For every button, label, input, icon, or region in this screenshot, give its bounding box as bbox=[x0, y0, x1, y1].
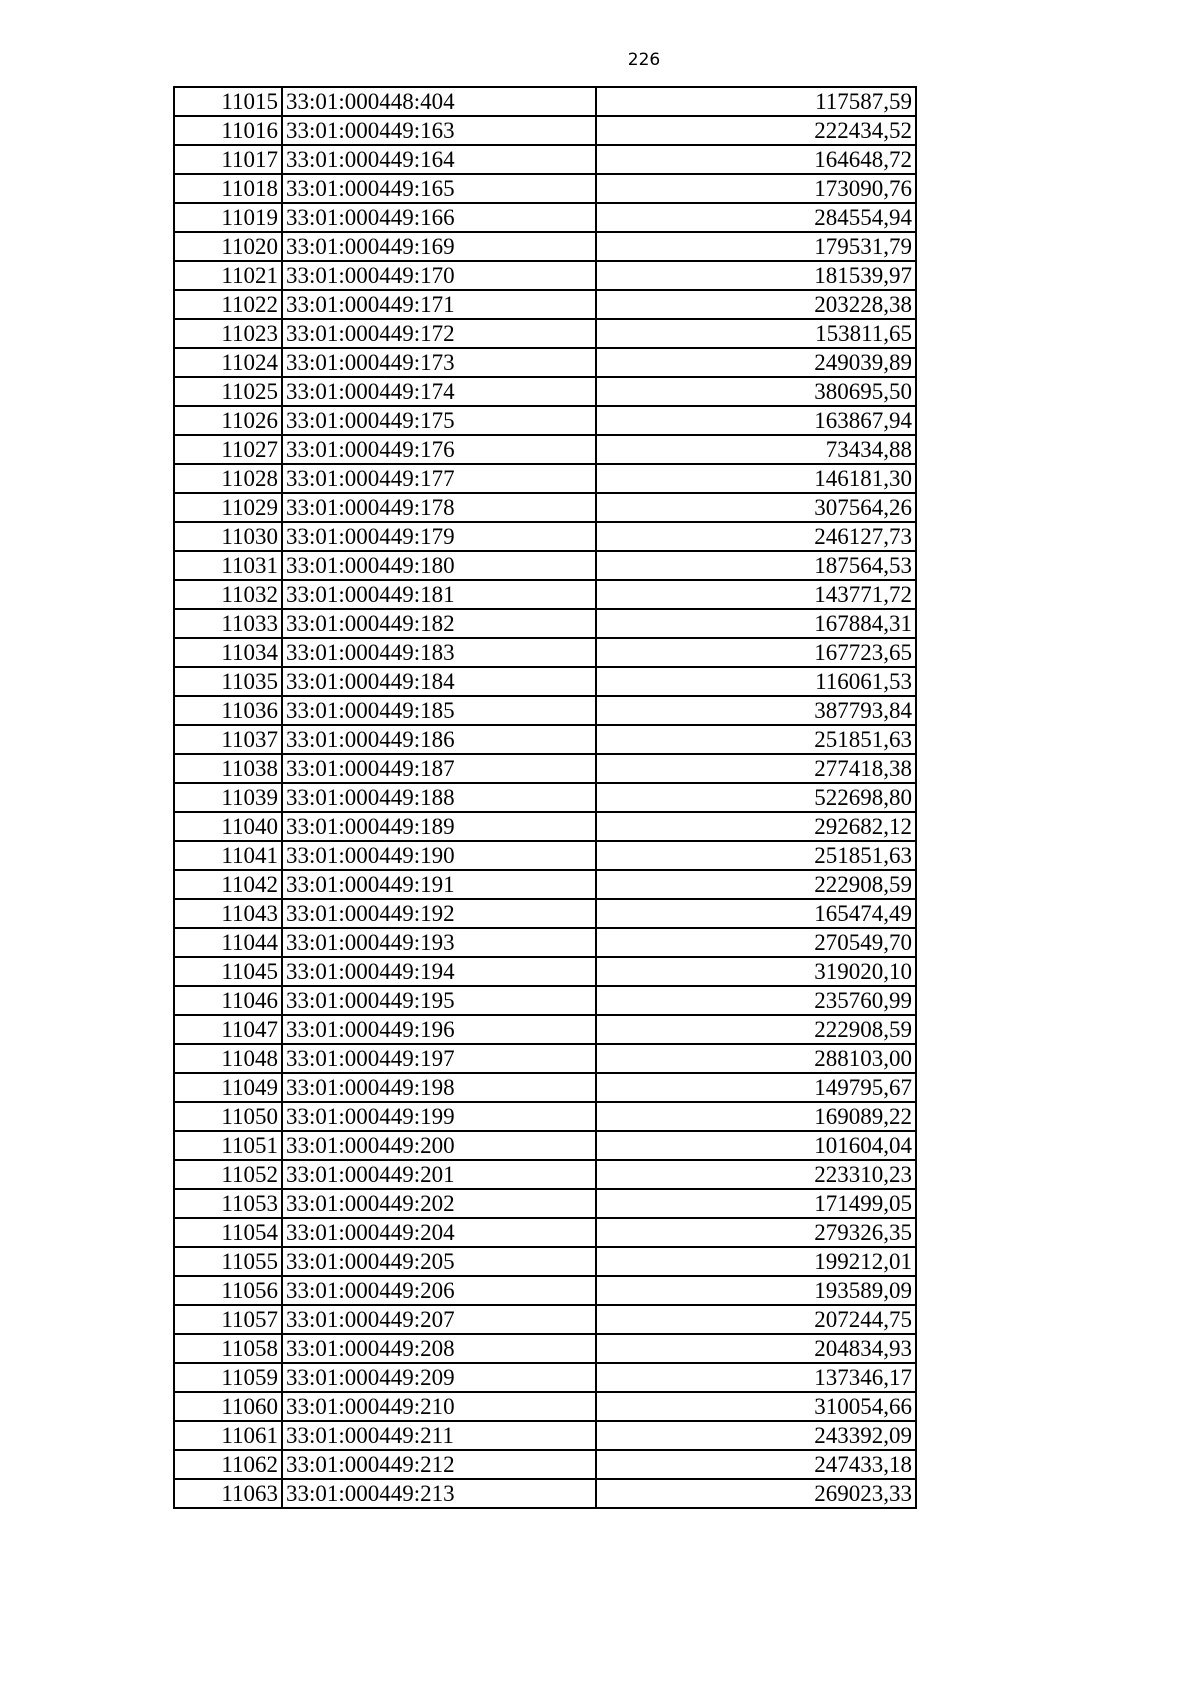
cadastral-number-cell: 33:01:000449:211 bbox=[282, 1421, 596, 1450]
row-number-cell: 11058 bbox=[174, 1334, 282, 1363]
table-row bbox=[174, 1421, 916, 1450]
row-number-cell: 11057 bbox=[174, 1305, 282, 1334]
cadastral-number-cell: 33:01:000449:170 bbox=[282, 261, 596, 290]
cadastral-value-cell: 169089,22 bbox=[596, 1102, 916, 1131]
cadastral-value-cell: 247433,18 bbox=[596, 1450, 916, 1479]
row-number-cell: 11022 bbox=[174, 290, 282, 319]
table-row bbox=[174, 1044, 916, 1073]
cadastral-number-cell: 33:01:000449:163 bbox=[282, 116, 596, 145]
cadastral-value-cell: 173090,76 bbox=[596, 174, 916, 203]
cadastral-number-cell: 33:01:000449:179 bbox=[282, 522, 596, 551]
row-number-cell: 11029 bbox=[174, 493, 282, 522]
cadastral-value-cell: 199212,01 bbox=[596, 1247, 916, 1276]
cadastral-value-cell: 163867,94 bbox=[596, 406, 916, 435]
cadastral-value-cell: 193589,09 bbox=[596, 1276, 916, 1305]
cadastral-number-cell: 33:01:000449:190 bbox=[282, 841, 596, 870]
cadastral-value-cell: 249039,89 bbox=[596, 348, 916, 377]
cadastral-number-cell: 33:01:000449:193 bbox=[282, 928, 596, 957]
row-number-cell: 11046 bbox=[174, 986, 282, 1015]
cadastral-number-cell: 33:01:000449:194 bbox=[282, 957, 596, 986]
row-number-cell: 11050 bbox=[174, 1102, 282, 1131]
cadastral-value-cell: 116061,53 bbox=[596, 667, 916, 696]
row-number-cell: 11041 bbox=[174, 841, 282, 870]
row-number-cell: 11061 bbox=[174, 1421, 282, 1450]
row-number-cell: 11027 bbox=[174, 435, 282, 464]
cadastral-value-cell: 243392,09 bbox=[596, 1421, 916, 1450]
cadastral-value-cell: 117587,59 bbox=[596, 87, 916, 116]
cadastral-value-cell: 207244,75 bbox=[596, 1305, 916, 1334]
cadastral-value-cell: 277418,38 bbox=[596, 754, 916, 783]
cadastral-number-cell: 33:01:000449:185 bbox=[282, 696, 596, 725]
table-row bbox=[174, 1334, 916, 1363]
row-number-cell: 11016 bbox=[174, 116, 282, 145]
table-row bbox=[174, 1131, 916, 1160]
cadastral-value-cell: 222908,59 bbox=[596, 1015, 916, 1044]
row-number-cell: 11039 bbox=[174, 783, 282, 812]
cadastral-number-cell: 33:01:000449:206 bbox=[282, 1276, 596, 1305]
cadastral-number-cell: 33:01:000449:207 bbox=[282, 1305, 596, 1334]
row-number-cell: 11047 bbox=[174, 1015, 282, 1044]
cadastral-value-cell: 319020,10 bbox=[596, 957, 916, 986]
cadastral-number-cell: 33:01:000449:171 bbox=[282, 290, 596, 319]
row-number-cell: 11056 bbox=[174, 1276, 282, 1305]
table-row bbox=[174, 1218, 916, 1247]
row-number-cell: 11052 bbox=[174, 1160, 282, 1189]
cadastral-value-cell: 167723,65 bbox=[596, 638, 916, 667]
table-row bbox=[174, 580, 916, 609]
table-row bbox=[174, 348, 916, 377]
cadastral-value-cell: 204834,93 bbox=[596, 1334, 916, 1363]
row-number-cell: 11031 bbox=[174, 551, 282, 580]
row-number-cell: 11032 bbox=[174, 580, 282, 609]
cadastral-number-cell: 33:01:000449:175 bbox=[282, 406, 596, 435]
cadastral-value-table bbox=[173, 86, 917, 1509]
table-row bbox=[174, 464, 916, 493]
cadastral-number-cell: 33:01:000449:197 bbox=[282, 1044, 596, 1073]
row-number-cell: 11026 bbox=[174, 406, 282, 435]
cadastral-value-cell: 146181,30 bbox=[596, 464, 916, 493]
cadastral-value-cell: 310054,66 bbox=[596, 1392, 916, 1421]
cadastral-value-cell: 143771,72 bbox=[596, 580, 916, 609]
row-number-cell: 11025 bbox=[174, 377, 282, 406]
table-row bbox=[174, 1102, 916, 1131]
cadastral-number-cell: 33:01:000449:195 bbox=[282, 986, 596, 1015]
row-number-cell: 11044 bbox=[174, 928, 282, 957]
cadastral-value-cell: 269023,33 bbox=[596, 1479, 916, 1508]
cadastral-number-cell: 33:01:000449:210 bbox=[282, 1392, 596, 1421]
cadastral-value-cell: 171499,05 bbox=[596, 1189, 916, 1218]
cadastral-number-cell: 33:01:000449:188 bbox=[282, 783, 596, 812]
page-number: 226 bbox=[627, 50, 661, 70]
table-row bbox=[174, 1305, 916, 1334]
cadastral-value-cell: 380695,50 bbox=[596, 377, 916, 406]
cadastral-value-cell: 167884,31 bbox=[596, 609, 916, 638]
row-number-cell: 11059 bbox=[174, 1363, 282, 1392]
row-number-cell: 11063 bbox=[174, 1479, 282, 1508]
table-row bbox=[174, 1247, 916, 1276]
cadastral-value-cell: 73434,88 bbox=[596, 435, 916, 464]
cadastral-value-cell: 164648,72 bbox=[596, 145, 916, 174]
row-number-cell: 11017 bbox=[174, 145, 282, 174]
row-number-cell: 11035 bbox=[174, 667, 282, 696]
cadastral-number-cell: 33:01:000449:199 bbox=[282, 1102, 596, 1131]
table-row bbox=[174, 290, 916, 319]
table-row bbox=[174, 1160, 916, 1189]
cadastral-value-cell: 307564,26 bbox=[596, 493, 916, 522]
row-number-cell: 11036 bbox=[174, 696, 282, 725]
cadastral-value-cell: 181539,97 bbox=[596, 261, 916, 290]
cadastral-value-cell: 279326,35 bbox=[596, 1218, 916, 1247]
row-number-cell: 11051 bbox=[174, 1131, 282, 1160]
cadastral-number-cell: 33:01:000449:196 bbox=[282, 1015, 596, 1044]
cadastral-number-cell: 33:01:000449:191 bbox=[282, 870, 596, 899]
table-row bbox=[174, 1392, 916, 1421]
table-row bbox=[174, 1363, 916, 1392]
cadastral-value-cell: 137346,17 bbox=[596, 1363, 916, 1392]
cadastral-value-cell: 235760,99 bbox=[596, 986, 916, 1015]
table-row bbox=[174, 87, 916, 116]
row-number-cell: 11038 bbox=[174, 754, 282, 783]
row-number-cell: 11021 bbox=[174, 261, 282, 290]
cadastral-number-cell: 33:01:000449:172 bbox=[282, 319, 596, 348]
table-row bbox=[174, 957, 916, 986]
cadastral-number-cell: 33:01:000449:166 bbox=[282, 203, 596, 232]
cadastral-value-cell: 246127,73 bbox=[596, 522, 916, 551]
row-number-cell: 11053 bbox=[174, 1189, 282, 1218]
cadastral-number-cell: 33:01:000449:181 bbox=[282, 580, 596, 609]
cadastral-number-cell: 33:01:000449:186 bbox=[282, 725, 596, 754]
cadastral-number-cell: 33:01:000449:183 bbox=[282, 638, 596, 667]
cadastral-number-cell: 33:01:000449:200 bbox=[282, 1131, 596, 1160]
row-number-cell: 11040 bbox=[174, 812, 282, 841]
table-row bbox=[174, 1073, 916, 1102]
table-row bbox=[174, 754, 916, 783]
cadastral-number-cell: 33:01:000449:212 bbox=[282, 1450, 596, 1479]
row-number-cell: 11054 bbox=[174, 1218, 282, 1247]
table-row bbox=[174, 1189, 916, 1218]
row-number-cell: 11049 bbox=[174, 1073, 282, 1102]
cadastral-value-cell: 284554,94 bbox=[596, 203, 916, 232]
table-row bbox=[174, 725, 916, 754]
cadastral-number-cell: 33:01:000449:165 bbox=[282, 174, 596, 203]
cadastral-value-cell: 270549,70 bbox=[596, 928, 916, 957]
cadastral-value-cell: 387793,84 bbox=[596, 696, 916, 725]
table-row bbox=[174, 638, 916, 667]
cadastral-number-cell: 33:01:000449:202 bbox=[282, 1189, 596, 1218]
row-number-cell: 11048 bbox=[174, 1044, 282, 1073]
table-body bbox=[174, 87, 916, 1508]
table-row bbox=[174, 870, 916, 899]
cadastral-number-cell: 33:01:000449:178 bbox=[282, 493, 596, 522]
cadastral-number-cell: 33:01:000449:205 bbox=[282, 1247, 596, 1276]
table-row bbox=[174, 261, 916, 290]
cadastral-value-cell: 288103,00 bbox=[596, 1044, 916, 1073]
cadastral-value-cell: 522698,80 bbox=[596, 783, 916, 812]
cadastral-value-cell: 222434,52 bbox=[596, 116, 916, 145]
table-row bbox=[174, 1015, 916, 1044]
table-row bbox=[174, 116, 916, 145]
cadastral-number-cell: 33:01:000449:204 bbox=[282, 1218, 596, 1247]
table-row bbox=[174, 667, 916, 696]
cadastral-number-cell: 33:01:000449:198 bbox=[282, 1073, 596, 1102]
row-number-cell: 11042 bbox=[174, 870, 282, 899]
row-number-cell: 11024 bbox=[174, 348, 282, 377]
row-number-cell: 11019 bbox=[174, 203, 282, 232]
table-row bbox=[174, 203, 916, 232]
cadastral-value-cell: 149795,67 bbox=[596, 1073, 916, 1102]
table-row bbox=[174, 551, 916, 580]
table-row bbox=[174, 232, 916, 261]
cadastral-number-cell: 33:01:000449:208 bbox=[282, 1334, 596, 1363]
row-number-cell: 11060 bbox=[174, 1392, 282, 1421]
cadastral-value-cell: 292682,12 bbox=[596, 812, 916, 841]
cadastral-number-cell: 33:01:000449:209 bbox=[282, 1363, 596, 1392]
cadastral-value-cell: 101604,04 bbox=[596, 1131, 916, 1160]
table-row bbox=[174, 1276, 916, 1305]
cadastral-value-cell: 187564,53 bbox=[596, 551, 916, 580]
row-number-cell: 11033 bbox=[174, 609, 282, 638]
table-row bbox=[174, 145, 916, 174]
cadastral-number-cell: 33:01:000449:182 bbox=[282, 609, 596, 638]
table-row bbox=[174, 841, 916, 870]
table-row bbox=[174, 174, 916, 203]
table-row bbox=[174, 986, 916, 1015]
row-number-cell: 11045 bbox=[174, 957, 282, 986]
row-number-cell: 11037 bbox=[174, 725, 282, 754]
row-number-cell: 11018 bbox=[174, 174, 282, 203]
row-number-cell: 11055 bbox=[174, 1247, 282, 1276]
table-row bbox=[174, 319, 916, 348]
table-row bbox=[174, 696, 916, 725]
cadastral-number-cell: 33:01:000449:177 bbox=[282, 464, 596, 493]
cadastral-number-cell: 33:01:000449:184 bbox=[282, 667, 596, 696]
table-row bbox=[174, 522, 916, 551]
row-number-cell: 11020 bbox=[174, 232, 282, 261]
cadastral-number-cell: 33:01:000449:169 bbox=[282, 232, 596, 261]
row-number-cell: 11043 bbox=[174, 899, 282, 928]
cadastral-number-cell: 33:01:000449:189 bbox=[282, 812, 596, 841]
table-row bbox=[174, 928, 916, 957]
cadastral-value-cell: 251851,63 bbox=[596, 841, 916, 870]
cadastral-number-cell: 33:01:000449:176 bbox=[282, 435, 596, 464]
table-row bbox=[174, 609, 916, 638]
table-row bbox=[174, 812, 916, 841]
table-row bbox=[174, 493, 916, 522]
cadastral-value-cell: 222908,59 bbox=[596, 870, 916, 899]
cadastral-value-cell: 223310,23 bbox=[596, 1160, 916, 1189]
cadastral-number-cell: 33:01:000449:174 bbox=[282, 377, 596, 406]
table-row bbox=[174, 899, 916, 928]
table-row bbox=[174, 406, 916, 435]
cadastral-number-cell: 33:01:000449:187 bbox=[282, 754, 596, 783]
row-number-cell: 11023 bbox=[174, 319, 282, 348]
cadastral-value-cell: 203228,38 bbox=[596, 290, 916, 319]
cadastral-number-cell: 33:01:000449:180 bbox=[282, 551, 596, 580]
table-row bbox=[174, 1479, 916, 1508]
cadastral-number-cell: 33:01:000449:213 bbox=[282, 1479, 596, 1508]
cadastral-value-cell: 153811,65 bbox=[596, 319, 916, 348]
cadastral-number-cell: 33:01:000448:404 bbox=[282, 87, 596, 116]
row-number-cell: 11028 bbox=[174, 464, 282, 493]
cadastral-value-cell: 165474,49 bbox=[596, 899, 916, 928]
cadastral-number-cell: 33:01:000449:201 bbox=[282, 1160, 596, 1189]
row-number-cell: 11062 bbox=[174, 1450, 282, 1479]
cadastral-value-cell: 251851,63 bbox=[596, 725, 916, 754]
cadastral-number-cell: 33:01:000449:173 bbox=[282, 348, 596, 377]
row-number-cell: 11015 bbox=[174, 87, 282, 116]
row-number-cell: 11034 bbox=[174, 638, 282, 667]
cadastral-number-cell: 33:01:000449:192 bbox=[282, 899, 596, 928]
table-row bbox=[174, 783, 916, 812]
cadastral-number-cell: 33:01:000449:164 bbox=[282, 145, 596, 174]
table-row bbox=[174, 377, 916, 406]
cadastral-value-cell: 179531,79 bbox=[596, 232, 916, 261]
row-number-cell: 11030 bbox=[174, 522, 282, 551]
table-row bbox=[174, 435, 916, 464]
table-row bbox=[174, 1450, 916, 1479]
